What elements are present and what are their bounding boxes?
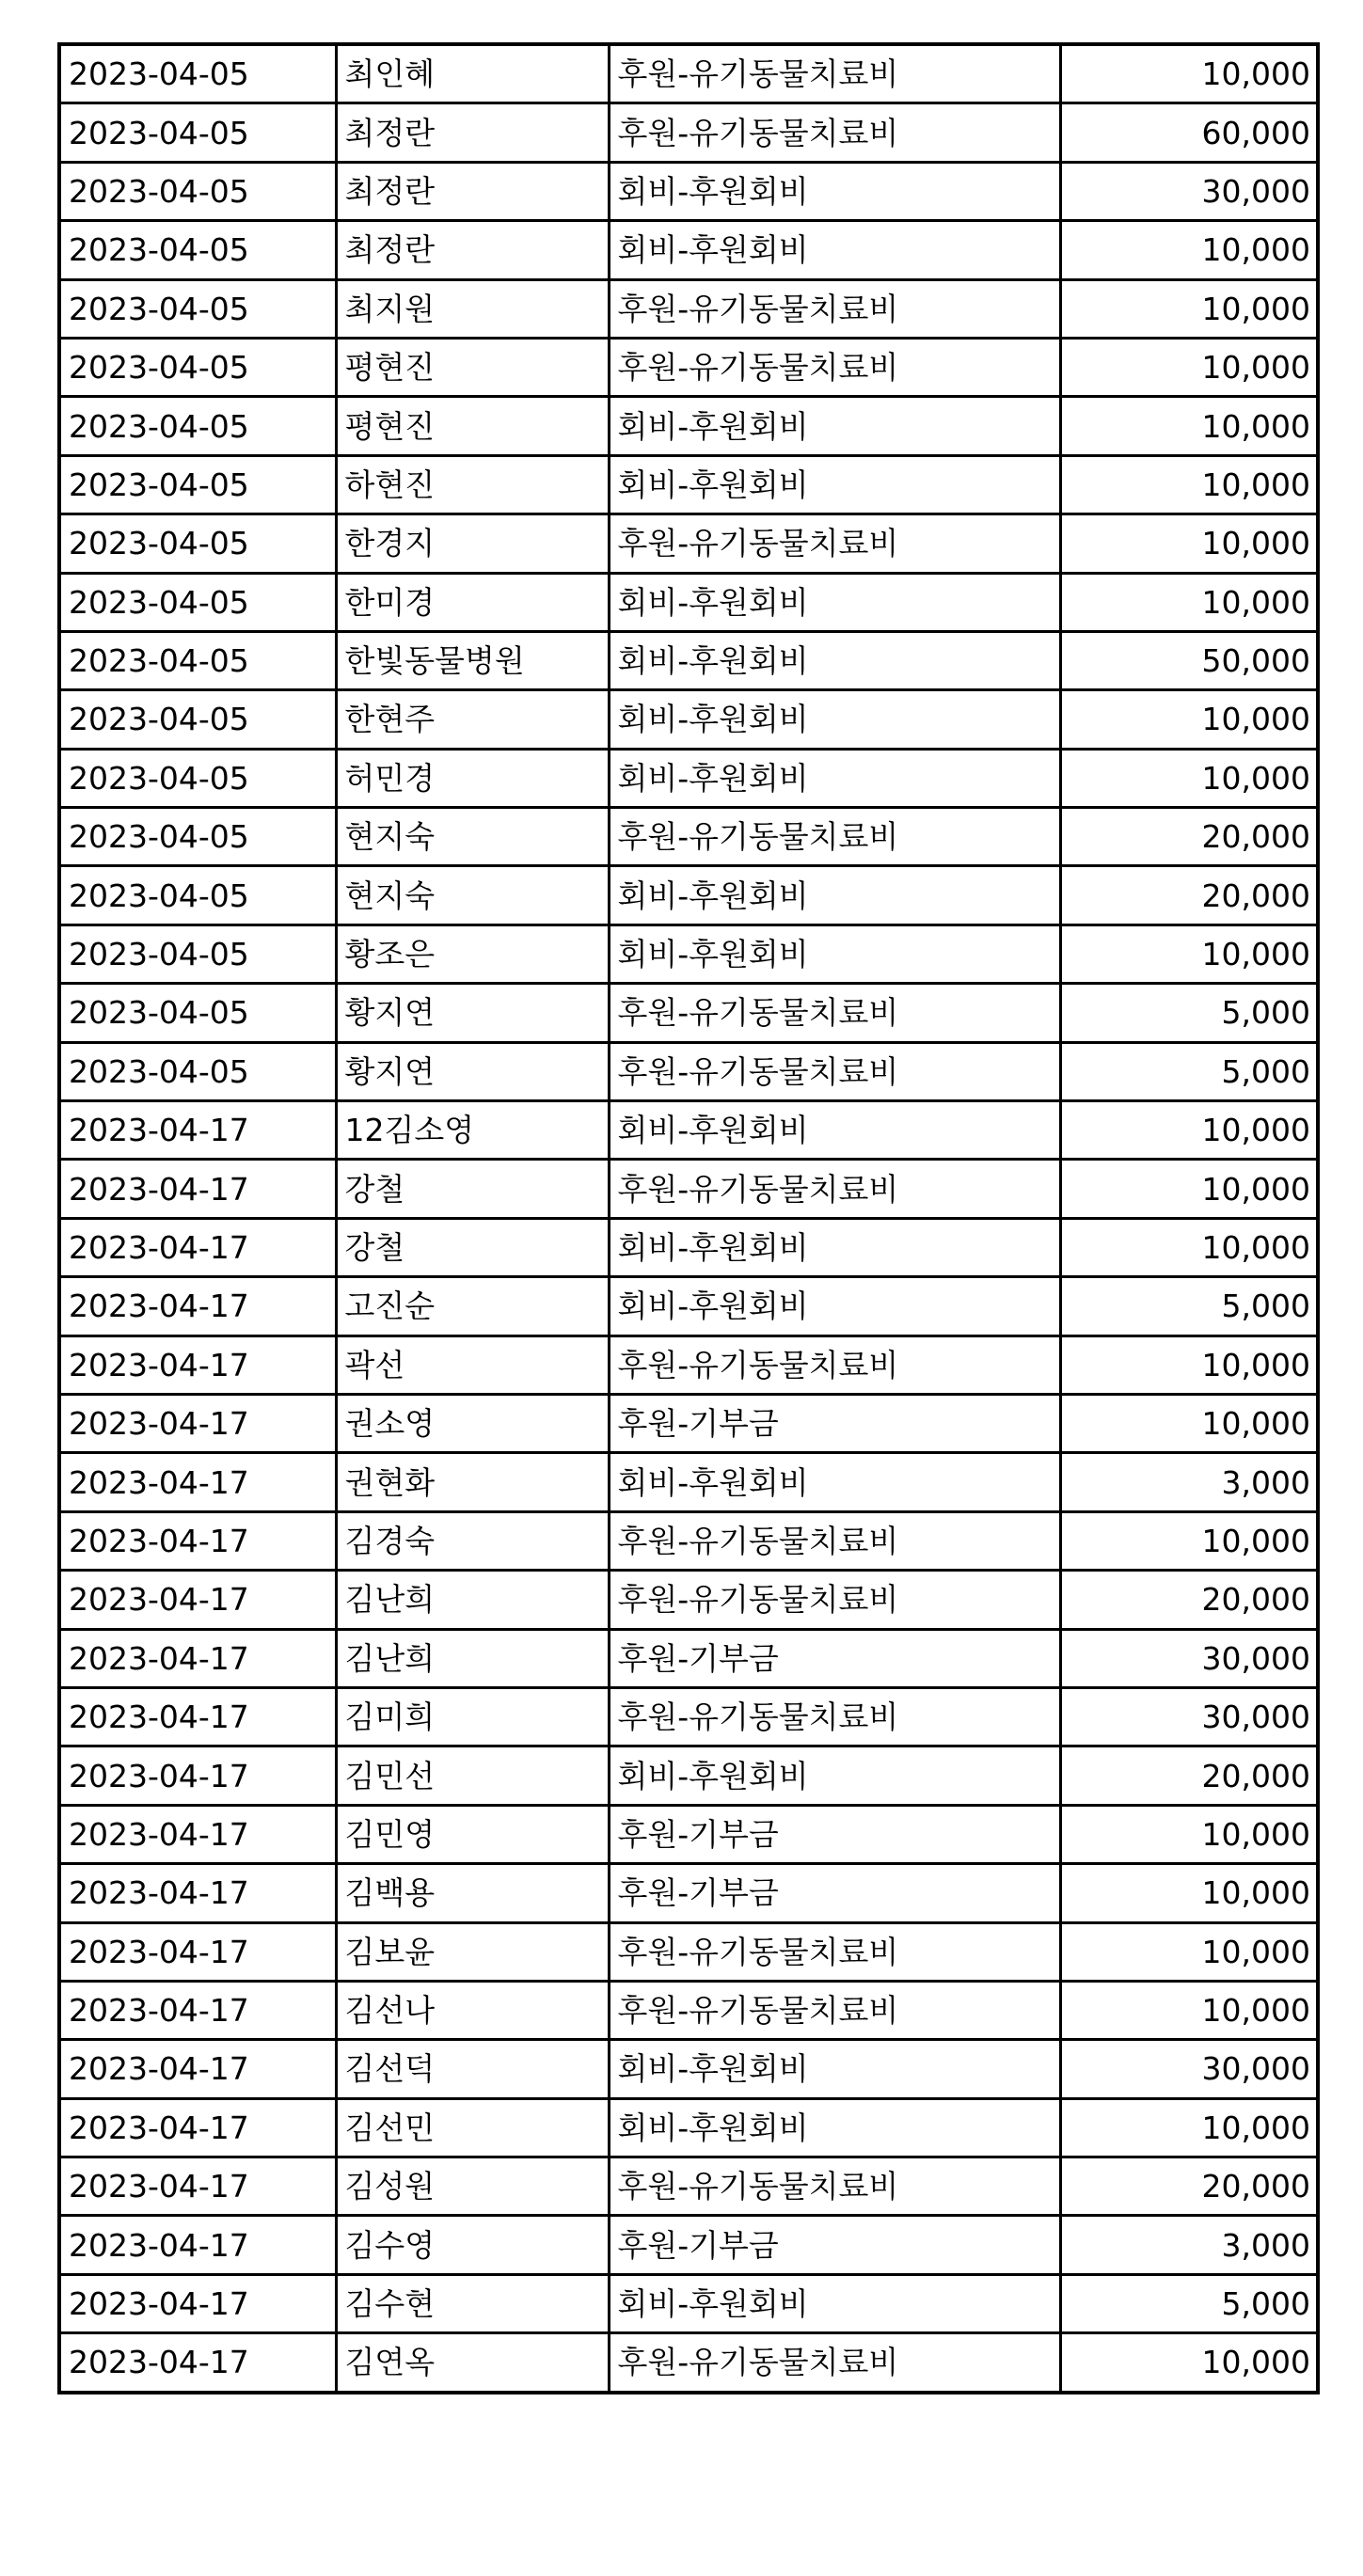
amount-cell: 30,000 xyxy=(1060,1687,1318,1746)
date-cell: 2023-04-17 xyxy=(59,1277,336,1335)
table-row xyxy=(59,279,1318,338)
table-row xyxy=(59,338,1318,396)
category-cell: 회비-후원회비 xyxy=(609,1453,1060,1511)
donor-name-cell: 현지숙 xyxy=(336,866,609,925)
date-cell: 2023-04-17 xyxy=(59,2098,336,2157)
amount-cell: 10,000 xyxy=(1060,44,1318,103)
amount-cell: 10,000 xyxy=(1060,455,1318,514)
donor-name-cell: 12김소영 xyxy=(336,1101,609,1160)
donor-name-cell: 최정란 xyxy=(336,221,609,279)
table-row xyxy=(59,1042,1318,1100)
amount-cell: 20,000 xyxy=(1060,1746,1318,1805)
table-row xyxy=(59,1805,1318,1863)
date-cell: 2023-04-05 xyxy=(59,631,336,689)
amount-cell: 10,000 xyxy=(1060,925,1318,983)
date-cell: 2023-04-05 xyxy=(59,397,336,455)
date-cell: 2023-04-05 xyxy=(59,44,336,103)
category-cell: 후원-유기동물치료비 xyxy=(609,1981,1060,2039)
amount-cell: 5,000 xyxy=(1060,2274,1318,2332)
table-row xyxy=(59,103,1318,162)
donor-name-cell: 김선덕 xyxy=(336,2040,609,2098)
table-row xyxy=(59,1922,1318,1981)
amount-cell: 30,000 xyxy=(1060,2040,1318,2098)
donor-name-cell: 최지원 xyxy=(336,279,609,338)
date-cell: 2023-04-17 xyxy=(59,2274,336,2332)
table-row xyxy=(59,2098,1318,2157)
donor-name-cell: 강철 xyxy=(336,1160,609,1218)
amount-cell: 10,000 xyxy=(1060,1864,1318,1922)
table-row xyxy=(59,1394,1318,1452)
date-cell: 2023-04-17 xyxy=(59,1511,336,1570)
category-cell: 회비-후원회비 xyxy=(609,573,1060,631)
table-row xyxy=(59,397,1318,455)
date-cell: 2023-04-05 xyxy=(59,338,336,396)
table-row xyxy=(59,1218,1318,1276)
table-row xyxy=(59,455,1318,514)
donor-name-cell: 김보윤 xyxy=(336,1922,609,1981)
table-row xyxy=(59,573,1318,631)
donor-name-cell: 고진순 xyxy=(336,1277,609,1335)
donor-name-cell: 김수현 xyxy=(336,2274,609,2332)
amount-cell: 10,000 xyxy=(1060,1101,1318,1160)
amount-cell: 10,000 xyxy=(1060,2333,1318,2393)
category-cell: 회비-후원회비 xyxy=(609,749,1060,807)
amount-cell: 10,000 xyxy=(1060,1805,1318,1863)
category-cell: 후원-유기동물치료비 xyxy=(609,2157,1060,2216)
amount-cell: 10,000 xyxy=(1060,1511,1318,1570)
amount-cell: 10,000 xyxy=(1060,221,1318,279)
category-cell: 회비-후원회비 xyxy=(609,397,1060,455)
category-cell: 회비-후원회비 xyxy=(609,1746,1060,1805)
table-row xyxy=(59,2274,1318,2332)
donor-name-cell: 김선민 xyxy=(336,2098,609,2157)
table-row xyxy=(59,690,1318,749)
donation-ledger-table xyxy=(57,42,1320,2394)
category-cell: 후원-유기동물치료비 xyxy=(609,514,1060,573)
donor-name-cell: 한경지 xyxy=(336,514,609,573)
category-cell: 후원-유기동물치료비 xyxy=(609,103,1060,162)
donor-name-cell: 한현주 xyxy=(336,690,609,749)
table-row xyxy=(59,2333,1318,2393)
category-cell: 회비-후원회비 xyxy=(609,1277,1060,1335)
date-cell: 2023-04-05 xyxy=(59,162,336,220)
table-row xyxy=(59,749,1318,807)
amount-cell: 30,000 xyxy=(1060,162,1318,220)
date-cell: 2023-04-05 xyxy=(59,221,336,279)
amount-cell: 10,000 xyxy=(1060,279,1318,338)
ledger-body xyxy=(59,44,1318,2393)
date-cell: 2023-04-05 xyxy=(59,103,336,162)
table-row xyxy=(59,1746,1318,1805)
category-cell: 후원-유기동물치료비 xyxy=(609,1335,1060,1394)
date-cell: 2023-04-17 xyxy=(59,1453,336,1511)
table-row xyxy=(59,866,1318,925)
table-row xyxy=(59,1335,1318,1394)
table-row xyxy=(59,1571,1318,1629)
donor-name-cell: 김경숙 xyxy=(336,1511,609,1570)
date-cell: 2023-04-05 xyxy=(59,749,336,807)
amount-cell: 3,000 xyxy=(1060,2216,1318,2274)
donor-name-cell: 평현진 xyxy=(336,397,609,455)
amount-cell: 10,000 xyxy=(1060,1394,1318,1452)
amount-cell: 10,000 xyxy=(1060,749,1318,807)
amount-cell: 20,000 xyxy=(1060,1571,1318,1629)
category-cell: 후원-유기동물치료비 xyxy=(609,808,1060,866)
category-cell: 후원-유기동물치료비 xyxy=(609,1160,1060,1218)
amount-cell: 10,000 xyxy=(1060,1335,1318,1394)
category-cell: 후원-유기동물치료비 xyxy=(609,1042,1060,1100)
amount-cell: 10,000 xyxy=(1060,690,1318,749)
table-row xyxy=(59,1687,1318,1746)
table-row xyxy=(59,44,1318,103)
category-cell: 후원-기부금 xyxy=(609,1394,1060,1452)
date-cell: 2023-04-05 xyxy=(59,690,336,749)
table-row xyxy=(59,1277,1318,1335)
table-row xyxy=(59,1453,1318,1511)
category-cell: 회비-후원회비 xyxy=(609,866,1060,925)
donor-name-cell: 최정란 xyxy=(336,103,609,162)
donor-name-cell: 최정란 xyxy=(336,162,609,220)
amount-cell: 5,000 xyxy=(1060,984,1318,1042)
table-row xyxy=(59,1101,1318,1160)
donor-name-cell: 김백용 xyxy=(336,1864,609,1922)
donor-name-cell: 김민영 xyxy=(336,1805,609,1863)
donor-name-cell: 허민경 xyxy=(336,749,609,807)
date-cell: 2023-04-17 xyxy=(59,1101,336,1160)
amount-cell: 20,000 xyxy=(1060,866,1318,925)
date-cell: 2023-04-05 xyxy=(59,866,336,925)
amount-cell: 3,000 xyxy=(1060,1453,1318,1511)
donor-name-cell: 최인혜 xyxy=(336,44,609,103)
donor-name-cell: 김연옥 xyxy=(336,2333,609,2393)
category-cell: 회비-후원회비 xyxy=(609,2274,1060,2332)
category-cell: 후원-유기동물치료비 xyxy=(609,984,1060,1042)
amount-cell: 10,000 xyxy=(1060,573,1318,631)
category-cell: 회비-후원회비 xyxy=(609,631,1060,689)
donor-name-cell: 김난희 xyxy=(336,1629,609,1687)
donor-name-cell: 현지숙 xyxy=(336,808,609,866)
date-cell: 2023-04-17 xyxy=(59,1218,336,1276)
category-cell: 회비-후원회비 xyxy=(609,1218,1060,1276)
date-cell: 2023-04-17 xyxy=(59,2216,336,2274)
category-cell: 후원-기부금 xyxy=(609,2216,1060,2274)
amount-cell: 30,000 xyxy=(1060,1629,1318,1687)
date-cell: 2023-04-17 xyxy=(59,1571,336,1629)
table-row xyxy=(59,2040,1318,2098)
category-cell: 회비-후원회비 xyxy=(609,1101,1060,1160)
table-row xyxy=(59,1511,1318,1570)
amount-cell: 10,000 xyxy=(1060,514,1318,573)
date-cell: 2023-04-05 xyxy=(59,573,336,631)
amount-cell: 10,000 xyxy=(1060,1981,1318,2039)
donor-name-cell: 김수영 xyxy=(336,2216,609,2274)
category-cell: 회비-후원회비 xyxy=(609,221,1060,279)
category-cell: 후원-기부금 xyxy=(609,1805,1060,1863)
table-row xyxy=(59,2157,1318,2216)
table-row xyxy=(59,631,1318,689)
date-cell: 2023-04-17 xyxy=(59,2157,336,2216)
category-cell: 후원-유기동물치료비 xyxy=(609,1571,1060,1629)
date-cell: 2023-04-17 xyxy=(59,1335,336,1394)
category-cell: 후원-유기동물치료비 xyxy=(609,279,1060,338)
amount-cell: 10,000 xyxy=(1060,397,1318,455)
date-cell: 2023-04-05 xyxy=(59,925,336,983)
date-cell: 2023-04-17 xyxy=(59,1805,336,1863)
amount-cell: 60,000 xyxy=(1060,103,1318,162)
donor-name-cell: 김성원 xyxy=(336,2157,609,2216)
donor-name-cell: 한미경 xyxy=(336,573,609,631)
amount-cell: 5,000 xyxy=(1060,1277,1318,1335)
donor-name-cell: 황지연 xyxy=(336,984,609,1042)
category-cell: 후원-유기동물치료비 xyxy=(609,338,1060,396)
table-row xyxy=(59,925,1318,983)
donor-name-cell: 평현진 xyxy=(336,338,609,396)
amount-cell: 10,000 xyxy=(1060,338,1318,396)
date-cell: 2023-04-05 xyxy=(59,808,336,866)
date-cell: 2023-04-17 xyxy=(59,2040,336,2098)
date-cell: 2023-04-17 xyxy=(59,1687,336,1746)
amount-cell: 20,000 xyxy=(1060,2157,1318,2216)
category-cell: 후원-기부금 xyxy=(609,1629,1060,1687)
amount-cell: 50,000 xyxy=(1060,631,1318,689)
amount-cell: 20,000 xyxy=(1060,808,1318,866)
donor-name-cell: 한빛동물병원 xyxy=(336,631,609,689)
date-cell: 2023-04-05 xyxy=(59,1042,336,1100)
donor-name-cell: 황조은 xyxy=(336,925,609,983)
date-cell: 2023-04-17 xyxy=(59,1981,336,2039)
donor-name-cell: 권소영 xyxy=(336,1394,609,1452)
donor-name-cell: 권현화 xyxy=(336,1453,609,1511)
table-row xyxy=(59,514,1318,573)
donor-name-cell: 김미희 xyxy=(336,1687,609,1746)
date-cell: 2023-04-17 xyxy=(59,1394,336,1452)
category-cell: 후원-유기동물치료비 xyxy=(609,1922,1060,1981)
table-row xyxy=(59,1629,1318,1687)
date-cell: 2023-04-17 xyxy=(59,1922,336,1981)
date-cell: 2023-04-05 xyxy=(59,984,336,1042)
date-cell: 2023-04-05 xyxy=(59,514,336,573)
category-cell: 후원-유기동물치료비 xyxy=(609,1511,1060,1570)
category-cell: 후원-유기동물치료비 xyxy=(609,1687,1060,1746)
category-cell: 회비-후원회비 xyxy=(609,690,1060,749)
table-row xyxy=(59,1981,1318,2039)
donor-name-cell: 강철 xyxy=(336,1218,609,1276)
amount-cell: 10,000 xyxy=(1060,1218,1318,1276)
category-cell: 회비-후원회비 xyxy=(609,455,1060,514)
donor-name-cell: 하현진 xyxy=(336,455,609,514)
donor-name-cell: 김난희 xyxy=(336,1571,609,1629)
category-cell: 회비-후원회비 xyxy=(609,2098,1060,2157)
category-cell: 후원-유기동물치료비 xyxy=(609,44,1060,103)
date-cell: 2023-04-17 xyxy=(59,1160,336,1218)
category-cell: 회비-후원회비 xyxy=(609,925,1060,983)
date-cell: 2023-04-05 xyxy=(59,455,336,514)
amount-cell: 10,000 xyxy=(1060,2098,1318,2157)
date-cell: 2023-04-17 xyxy=(59,1864,336,1922)
amount-cell: 5,000 xyxy=(1060,1042,1318,1100)
donor-name-cell: 황지연 xyxy=(336,1042,609,1100)
date-cell: 2023-04-17 xyxy=(59,1746,336,1805)
date-cell: 2023-04-05 xyxy=(59,279,336,338)
table-row xyxy=(59,984,1318,1042)
donor-name-cell: 김민선 xyxy=(336,1746,609,1805)
category-cell: 회비-후원회비 xyxy=(609,2040,1060,2098)
donor-name-cell: 김선나 xyxy=(336,1981,609,2039)
donor-name-cell: 곽선 xyxy=(336,1335,609,1394)
category-cell: 후원-유기동물치료비 xyxy=(609,2333,1060,2393)
table-row xyxy=(59,808,1318,866)
category-cell: 후원-기부금 xyxy=(609,1864,1060,1922)
amount-cell: 10,000 xyxy=(1060,1160,1318,1218)
amount-cell: 10,000 xyxy=(1060,1922,1318,1981)
table-row xyxy=(59,2216,1318,2274)
table-row xyxy=(59,221,1318,279)
table-row xyxy=(59,1160,1318,1218)
date-cell: 2023-04-17 xyxy=(59,2333,336,2393)
table-row xyxy=(59,1864,1318,1922)
category-cell: 회비-후원회비 xyxy=(609,162,1060,220)
date-cell: 2023-04-17 xyxy=(59,1629,336,1687)
table-row xyxy=(59,162,1318,220)
